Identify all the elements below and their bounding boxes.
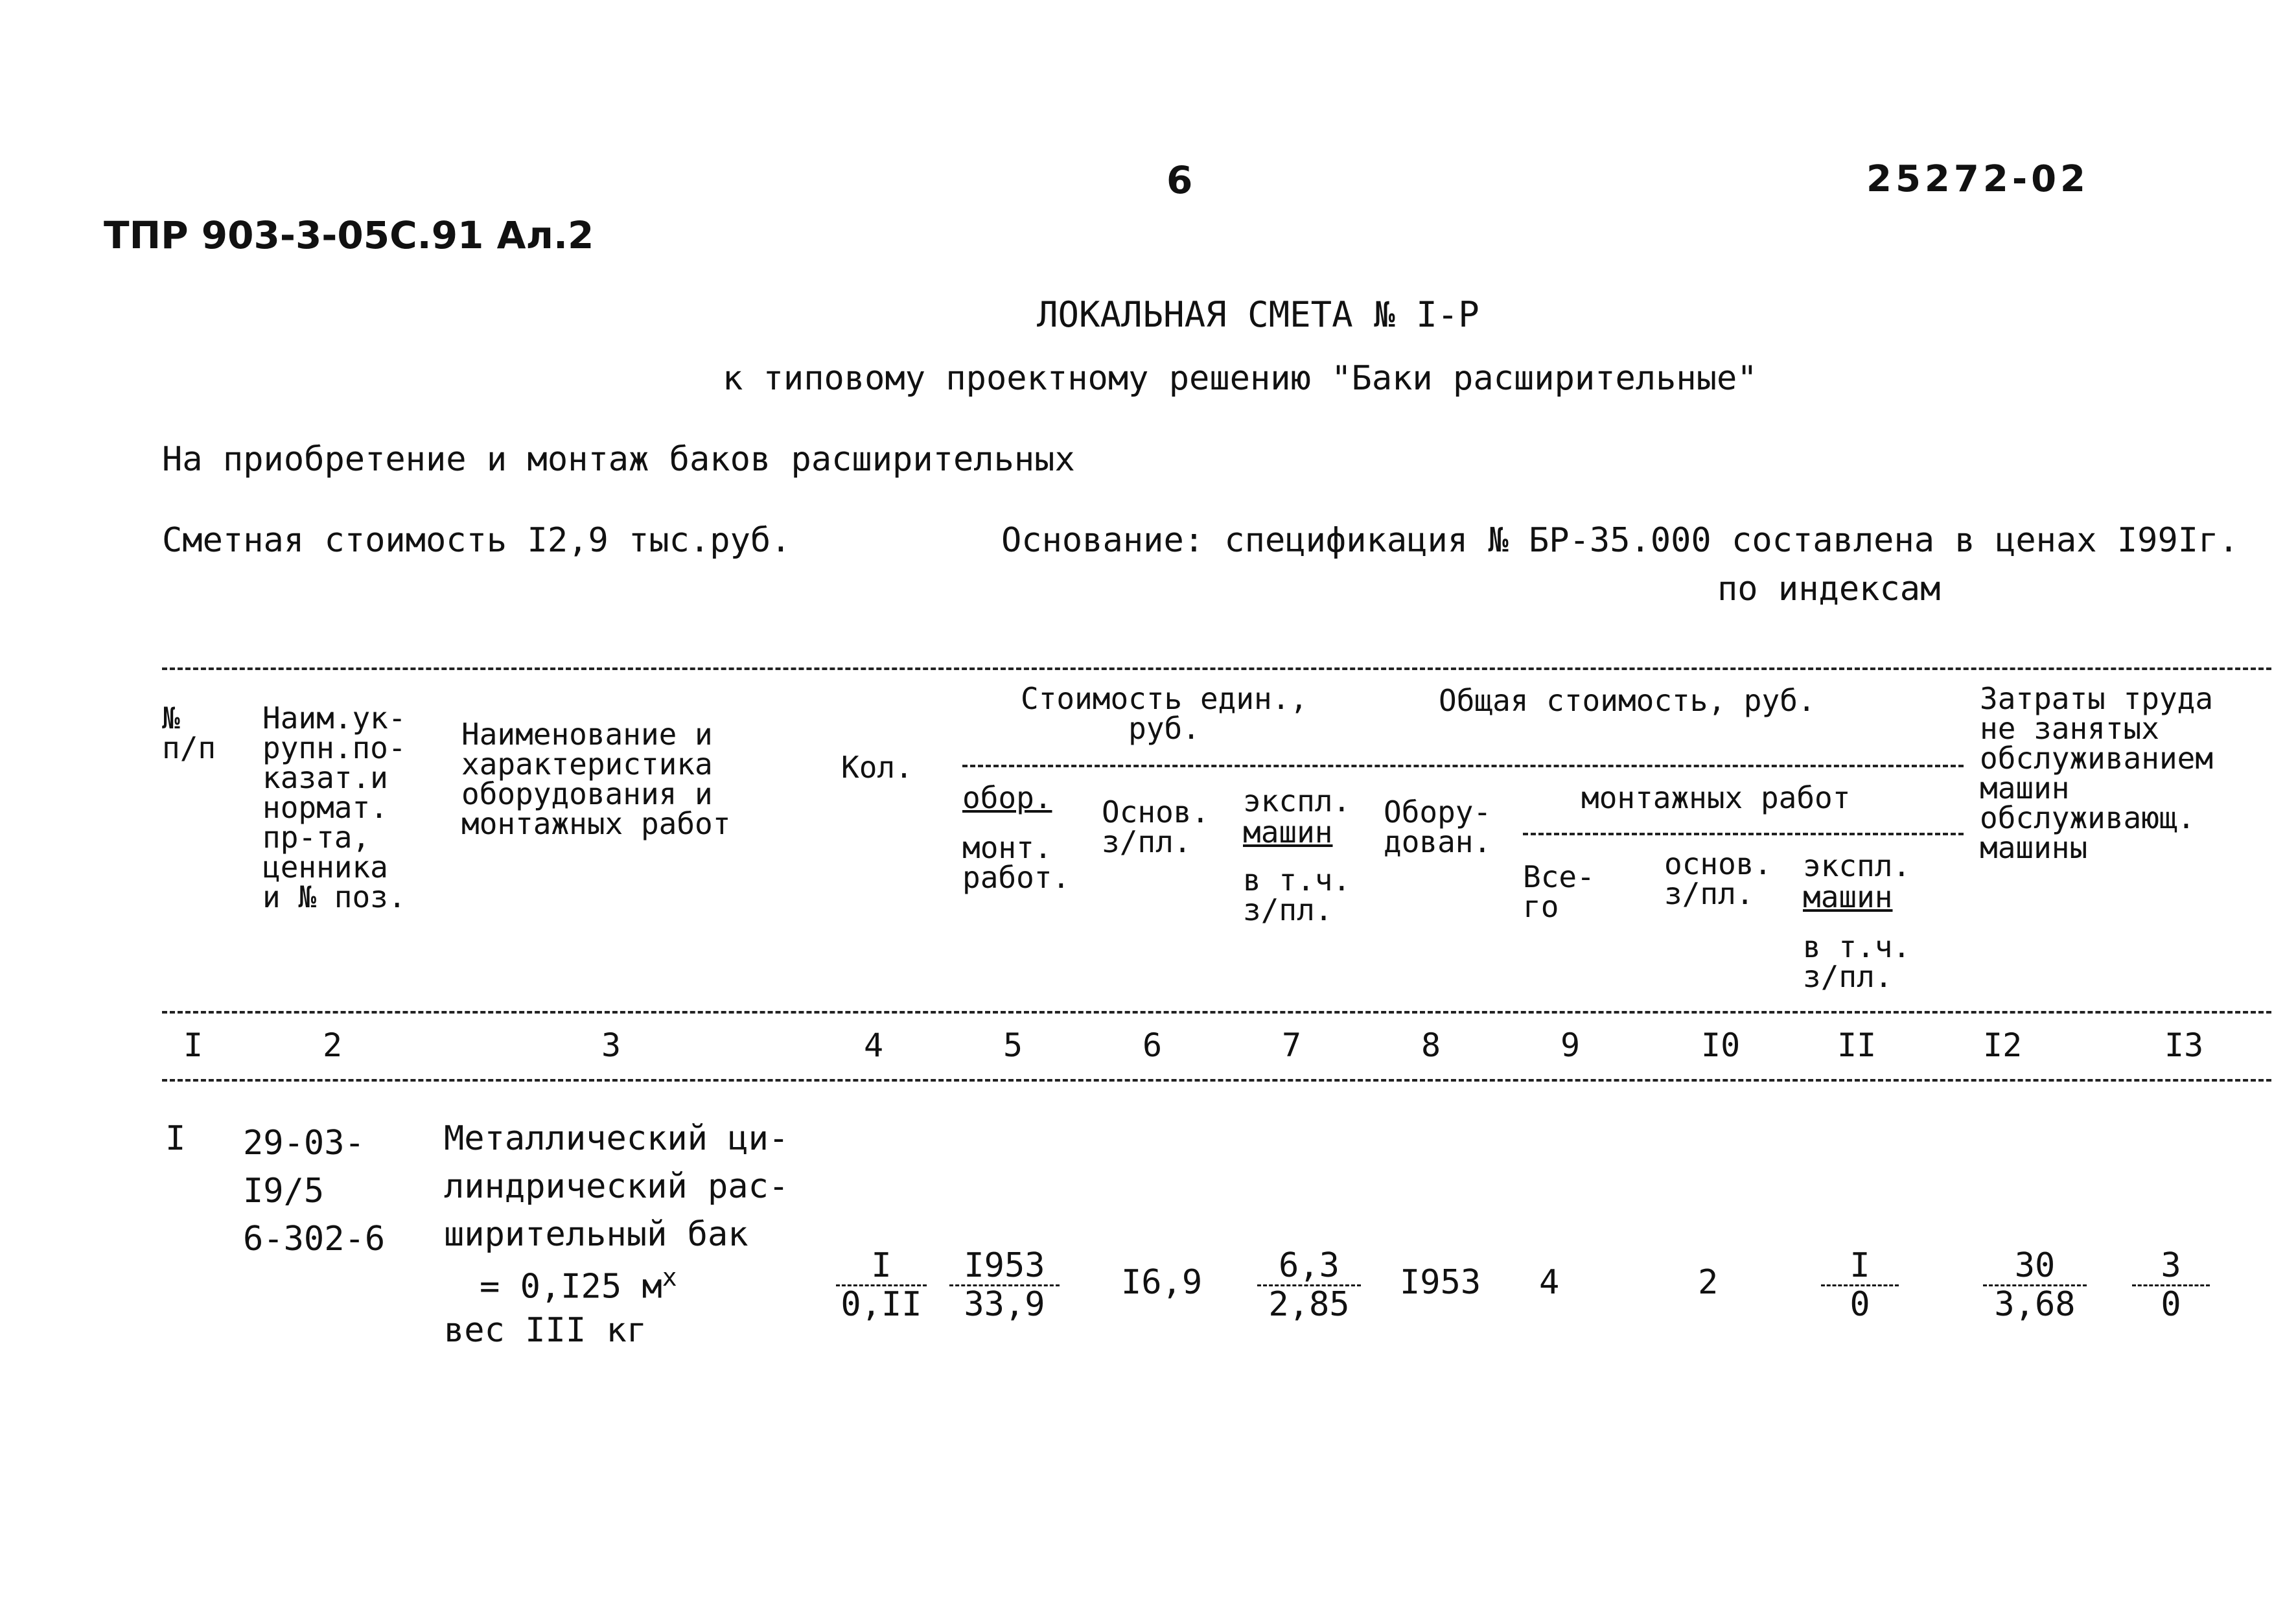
row-mount-base-wage: 2 bbox=[1698, 1263, 1719, 1302]
header-mount-machine-op: экспл. bbox=[1803, 848, 1911, 883]
row-mount-machine-op: $\frac{I}{0}$ bbox=[1821, 1247, 1899, 1323]
estimate-basis-continuation: по индексам bbox=[1717, 570, 1941, 609]
row-total-equipment: I953 bbox=[1400, 1263, 1481, 1302]
row-description-line-5: вес III кг bbox=[444, 1311, 647, 1350]
header-norm-code: Наим.ук- рупн.по- казат.и нормат. пр-та, ценника и № поз. bbox=[262, 701, 406, 914]
header-labor-group: Затраты труда не занятых обслуживанием машин обслуживающ. машины bbox=[1980, 681, 2214, 865]
header-mount-incl-wage: в т.ч. з/пл. bbox=[1803, 929, 1911, 994]
page-number: 6 bbox=[1166, 158, 1193, 202]
column-numbers-bottom-border bbox=[162, 1079, 2271, 1082]
row-labor-not-servicing: $\frac{30}{3,68}$ bbox=[1983, 1247, 2087, 1323]
row-description-line-4: = 0,I25 $м^х$ bbox=[480, 1263, 677, 1306]
header-mount-machines: машин bbox=[1803, 879, 1893, 914]
column-number-9: 9 bbox=[1560, 1027, 1581, 1064]
estimate-basis: Основание: спецификация № БР-35.000 составлена в ценах I99Iг. bbox=[1001, 521, 2239, 560]
header-group-divider bbox=[962, 765, 1964, 767]
column-number-8: 8 bbox=[1421, 1027, 1441, 1064]
row-description-line-3: ширительный бак bbox=[444, 1215, 748, 1254]
row-quantity: $\frac{I}{0,II}$ bbox=[836, 1247, 927, 1323]
header-equipment-unit: обор. bbox=[962, 780, 1052, 815]
header-machine-op: экспл. bbox=[1243, 783, 1351, 818]
column-number-2: 2 bbox=[323, 1027, 343, 1064]
estimate-title: ЛОКАЛЬНАЯ СМЕТА № I-Р bbox=[1037, 294, 1479, 335]
estimate-purpose: На приобретение и монтаж баков расширительных bbox=[162, 440, 1075, 479]
row-description-line-2: линдрический рас- bbox=[444, 1167, 789, 1206]
row-number: I bbox=[165, 1119, 186, 1158]
column-number-12: I2 bbox=[1983, 1027, 2023, 1064]
estimated-cost: Сметная стоимость I2,9 тыс.руб. bbox=[162, 521, 791, 560]
column-number-11: II bbox=[1837, 1027, 1877, 1064]
header-unit-cost-group: Стоимость един., руб. bbox=[1021, 681, 1308, 746]
column-number-13: I3 bbox=[2164, 1027, 2204, 1064]
estimate-subtitle: к типовому проектному решению "Баки расширительные" bbox=[723, 359, 1757, 398]
header-equipment-total: Обору- дован. bbox=[1384, 795, 1492, 859]
column-number-7: 7 bbox=[1282, 1027, 1302, 1064]
column-numbers-top-border bbox=[162, 1011, 2271, 1014]
row-description-line-1: Металлический ци- bbox=[444, 1119, 789, 1158]
column-number-6: 6 bbox=[1142, 1027, 1163, 1064]
column-number-1: I bbox=[183, 1027, 203, 1064]
header-description: Наименование и характеристика оборудования и монтажных работ bbox=[461, 717, 731, 841]
table-top-border bbox=[162, 667, 2271, 670]
header-base-wage: Основ. з/пл. bbox=[1102, 795, 1210, 859]
header-incl-wage: в т.ч. з/пл. bbox=[1243, 863, 1351, 927]
column-number-5: 5 bbox=[1003, 1027, 1023, 1064]
header-mounting-group: монтажных работ bbox=[1581, 780, 1851, 815]
row-unit-base-wage: I6,9 bbox=[1121, 1263, 1203, 1302]
column-number-3: 3 bbox=[601, 1027, 621, 1064]
row-unit-machine-op: $\frac{6,3}{2,85}$ bbox=[1257, 1247, 1361, 1323]
stamp-designation: ТПР 903-3-05С.91 Ал.2 bbox=[104, 213, 594, 257]
header-mounting-unit: монт. работ. bbox=[962, 830, 1071, 895]
column-number-4: 4 bbox=[864, 1027, 884, 1064]
row-unit-cost-equipment-mounting: $\frac{I953}{33,9}$ bbox=[949, 1247, 1060, 1323]
header-total-cost-group: Общая стоимость, руб. bbox=[1439, 683, 1816, 718]
header-row-number: № п/п bbox=[162, 701, 216, 765]
header-mount-base-wage: основ. з/пл. bbox=[1664, 846, 1772, 911]
header-machines: машин bbox=[1243, 815, 1333, 850]
header-mount-total: Все- го bbox=[1523, 859, 1595, 924]
row-labor-servicing: $\frac{3}{0}$ bbox=[2132, 1247, 2210, 1323]
row-norm-code: 29-03- I9/5 6-302-6 bbox=[243, 1124, 386, 1259]
header-mounting-divider bbox=[1523, 833, 1964, 835]
document-code: 25272-02 bbox=[1866, 158, 2089, 200]
header-quantity: Кол. bbox=[841, 750, 913, 785]
row-total-mounting: 4 bbox=[1539, 1263, 1560, 1302]
column-number-10: I0 bbox=[1701, 1027, 1741, 1064]
